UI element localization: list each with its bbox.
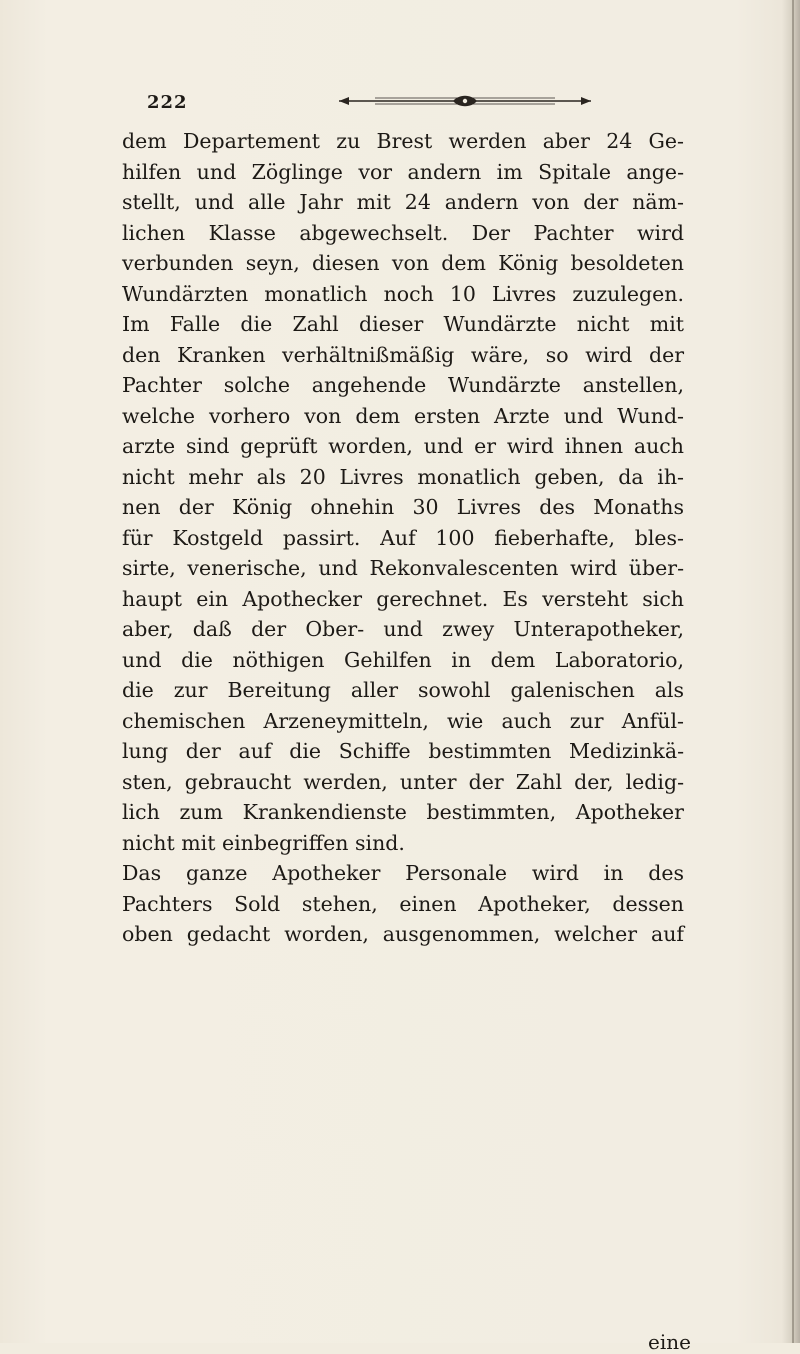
text-line: Das ganze Apotheker Personale wird in des — [122, 861, 684, 885]
ornament-rule-icon — [335, 92, 595, 110]
page-header — [147, 92, 667, 116]
binding-edge — [792, 0, 794, 1343]
text-line: Im Falle die Zahl dieser Wundärzte nicht mit — [122, 312, 684, 336]
text-line: arzte sind geprüft worden, und er wird ihnen auch — [122, 434, 684, 458]
text-line: nicht mehr als 20 Livres monatlich geben, da ih- — [122, 464, 684, 489]
text-line: lichen Klasse abgewechselt. Der Pachter wird — [122, 220, 684, 245]
text-line: lich zum Krankendienste bestimmten, Apotheker — [122, 800, 684, 824]
text-line: dem Departement zu Brest werden aber 24 Ge- — [122, 129, 684, 153]
text-line: oben gedacht worden, ausgenommen, welcher auf — [122, 922, 684, 946]
text-line: haupt ein Apothecker gerechnet. Es versteht sich — [122, 586, 684, 611]
catchword: eine — [648, 1330, 691, 1354]
text-line: welche vorhero von dem ersten Arzte und Wund- — [122, 403, 684, 428]
text-line: stellt, und alle Jahr mit 24 andern von der näm- — [122, 190, 684, 214]
text-line: nen der König ohnehin 30 Livres des Monaths — [122, 495, 684, 519]
page-edge-shadow — [782, 0, 800, 1343]
text-line: die zur Bereitung aller sowohl galenischen als — [122, 678, 684, 702]
text-line: lung der auf die Schiffe bestimmten Medizinkä- — [122, 739, 684, 763]
text-line: chemischen Arzeneymitteln, wie auch zur Anfül- — [122, 708, 684, 733]
text-line: sten, gebraucht werden, unter der Zahl der, ledig- — [122, 769, 684, 794]
text-line: sirte, venerische, und Rekonvalescenten wird über- — [122, 556, 684, 580]
text-line: den Kranken verhältnißmäßig wäre, so wird der — [122, 342, 684, 367]
text-line: Wundärzten monatlich noch 10 Livres zuzulegen. — [122, 281, 684, 306]
text-line: für Kostgeld passirt. Auf 100 fieberhafte, bles- — [122, 525, 684, 550]
text-line: nicht mit einbegriffen sind. — [122, 830, 405, 855]
text-line: aber, daß der Ober- und zwey Unterapotheker, — [122, 617, 684, 641]
text-line: verbunden seyn, diesen von dem König besoldeten — [122, 251, 684, 275]
page-number: 222 — [147, 92, 188, 113]
body-text — [122, 126, 684, 950]
text-line: und die nöthigen Gehilfen in dem Laboratorio, — [122, 647, 684, 672]
text-line: hilfen und Zöglinge vor andern im Spitale ange- — [122, 159, 684, 184]
text-line: Pachter solche angehende Wundärzte anstellen, — [122, 373, 684, 397]
text-line: Pachters Sold stehen, einen Apotheker, dessen — [122, 891, 684, 916]
